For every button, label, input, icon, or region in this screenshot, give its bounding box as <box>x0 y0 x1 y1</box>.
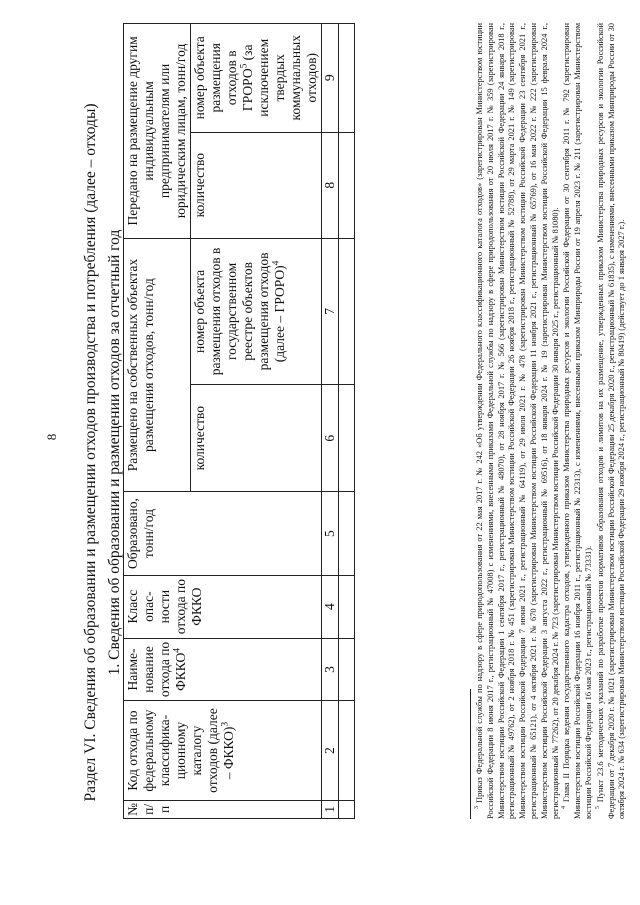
header-own-groro-text: номер объекта размещения отходов в государственном реестре объектов размещения отходов (далее – ГРОРО) <box>192 247 287 376</box>
empty-cell[interactable] <box>339 575 355 638</box>
column-number-1: 1 <box>322 800 339 818</box>
column-number-3: 3 <box>322 638 339 701</box>
column-number-5: 5 <box>322 492 339 575</box>
footnote-ref-4: 4 <box>172 648 183 653</box>
footnote-mark: 3 <box>474 806 481 809</box>
header-group-transferred: Передано на размещение другим индивидуальным предпринимателям или юридическим лицам, тонн/год <box>124 24 191 239</box>
footnote-ref-4b: 4 <box>271 260 282 266</box>
footnote-mark: 4 <box>561 806 568 809</box>
footnote-divider <box>470 689 471 819</box>
footnote-text: Пункт 23.6 методических указаний по разработке проектов нормативов образования отходов и лимитов на их размещение, утвержденных приказом Министерства природных ресурсов и экологии Российской Федерации от 7 декабря 2020 г. № 1021 (зарегистрирован Министерством юстиции Российской Федерации 25 декабря 2020 г., регистрационный № 61835), с изменениями, внесенными приказом Минприроды России от 30 октября 2024 г. № 634 (зарегистрирован Министерством юстиции Российской Федерации 29 ноября 2024 г., регистрационный № 80419) (действует до 1 января 2027 г.). <box>595 22 627 819</box>
footnote-ref-5: 5 <box>239 63 250 69</box>
header-waste-code-text: Код отхода по федеральному классифика-ционному каталогу отходов (далее – ФККО) <box>125 708 236 793</box>
empty-cell[interactable] <box>339 701 355 800</box>
column-number-6: 6 <box>322 385 339 492</box>
header-row-number: № п/п <box>124 800 322 818</box>
empty-cell[interactable] <box>339 492 355 575</box>
column-number-7: 7 <box>322 238 339 384</box>
footnote-mark: 5 <box>594 806 601 809</box>
empty-cell[interactable] <box>339 132 355 238</box>
header-own-groro-number <box>191 238 322 384</box>
header-waste-name-text: Наиме-нование отхода по ФККО <box>125 641 188 698</box>
empty-cell[interactable] <box>339 385 355 492</box>
footnotes <box>470 23 629 819</box>
footnote-ref-3: 3 <box>220 721 231 727</box>
header-transfer-quantity: количество <box>191 132 322 238</box>
header-transfer-groro-tail: (за исключением твердых коммунальных отходов) <box>240 35 319 121</box>
footnote-3 <box>475 23 561 819</box>
empty-cell[interactable] <box>339 238 355 384</box>
header-waste-code <box>124 701 322 800</box>
empty-cell[interactable] <box>339 24 355 133</box>
column-number-9: 9 <box>322 24 339 133</box>
header-transfer-groro-text: номер объекта размещения отходов в ГРОРО <box>192 36 255 120</box>
footnote-4 <box>562 23 594 819</box>
header-own-quantity: количество <box>191 385 322 492</box>
header-group-own-facilities: Размещено на собственных объектах размещения отходов, тонн/год <box>124 238 191 492</box>
footnote-text: Глава II Порядка ведения государственного кадастра отходов, утвержденного приказом Министерства природных ресурсов и экологии Российской Федерации от 30 сентября 2011 г. № 792 (зарегистрирован Министерством юстиции Российской Федерации 16 ноября 2011 г., регистрационный № 22313), с изменениями, внесенными приказом Минприроды России от 19 апреля 2023 г. № 211 (зарегистрирован Министерством юстиции Российской Федерации 16 мая 2023 г., регистрационный № 73331). <box>562 23 593 819</box>
header-transfer-groro-number <box>191 24 322 133</box>
waste-table <box>123 23 355 819</box>
header-waste-name <box>124 638 322 701</box>
subsection-title: 1. Сведения об образовании и размещении отходов за отчетный год <box>106 229 123 676</box>
footnote-text: Приказ Федеральной службы по надзору в сфере природопользования от 22 мая 2017 г. № 242 «Об утверждении Федерального классификационного каталога отходов» (зарегистрирован Министерством юстиции Российской Федерации 8 июня 2017 г., регистрационный № 47008) с изменениями, внесенными приказами Федеральной службы по надзору в сфере природопользования от 20 июля 2017 г. № 359 (зарегистрирован Министерством юстиции Российской Федерации 1 сентября 2017 г., регистрационный № 48070), от 28 ноября 2017 г. № 566 (зарегистрирован Министерством юстиции Российской Федерации 24 января 2018 г., регистрационный № 49762), от 2 ноября 2018 г. № 451 (зарегистрирован Министерством юстиции Российской Федерации 26 ноября 2018 г., регистрационный № 52788), от 29 марта 2021 г. № 149 (зарегистрирован Министерством юстиции Российской Федерации 7 июня 2021 г., регистрационный № 64119), от 29 июля 2021 г. № 478 (зарегистрирован Министерством юстиции Российской Федерации 23 сентября 2021 г., регистрационный № 65121), от 4 октября 2021 г. № 670 (зарегистрирован Министерством юстиции Российской Федерации 11 ноября 2021 г., регистрационный № 65769), от 16 мая 2022 г. № 222 (зарегистрирован Министерством юстиции Российской Федерации 3 августа 2022 г., регистрационный № 69516), от 18 января 2024 г. № 19 (зарегистрирован Министерством юстиции Российской Федерации 15 февраля 2024 г., регистрационный № 77262), от 20 декабря 2024 г. № 723 (зарегистрирован Министерством юстиции Российской Федерации 30 января 2025 г., регистрационный № 81080). <box>475 22 560 819</box>
section-title: Раздел VI. Сведения об образовании и размещении отходов производства и потребления (далее – отходы) <box>82 103 99 802</box>
column-number-4: 4 <box>322 575 339 638</box>
header-generated: Образовано, тонн/год <box>124 492 322 575</box>
page-number: 8 <box>44 433 59 441</box>
column-number-8: 8 <box>322 132 339 238</box>
empty-cell[interactable] <box>339 638 355 701</box>
column-number-2: 2 <box>322 701 339 800</box>
header-hazard-class: Класс опас-ности отхода по ФККО <box>124 575 322 638</box>
footnote-5 <box>596 23 628 819</box>
empty-cell[interactable] <box>339 800 355 818</box>
